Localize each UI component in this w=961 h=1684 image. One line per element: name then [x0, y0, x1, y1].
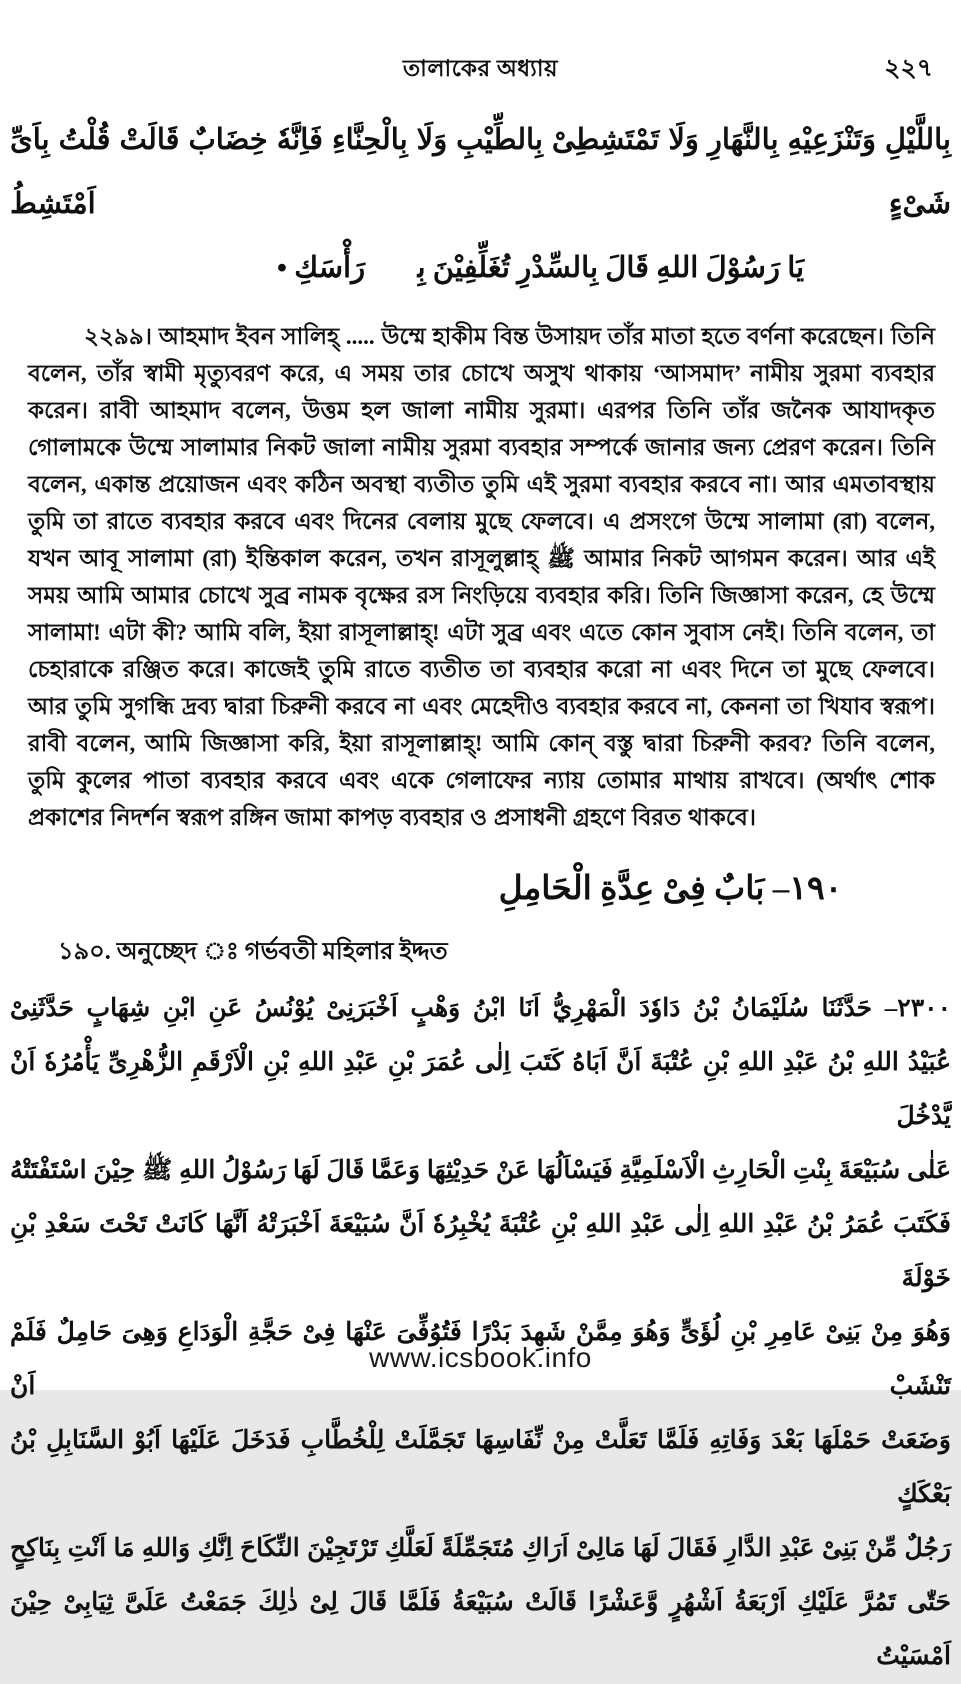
arabic-hadith-line: رَجُلٌ مِّنْ بَنِىْ عَبْدِ الدَّارِ فَقَالَ لَهَا مَالِىْ اَرَاكِ مُتَجَمِّلَةً لَعَلَّكِ تَرْتَجِيْنَ النِّكَاحَ اِنَّكِ وَاللهِ مَا اَنْتِ بِنَاكِحٍ [10, 1535, 951, 1562]
hadith-2299-number: ২২৯৯। [84, 324, 152, 349]
arabic-hadith-line: فَكَتَبَ عُمَرُ بْنُ عَبْدِ اللهِ اِلٰى عَبْدِ اللهِ بْنِ عُتْبَةَ يُخْبِرُهٗ اَنَّ سُبَيْعَةَ اَخْبَرَتْهُ اَنَّهَا كَانَتْ تَحْتَ سَعْدِ بْنِ خَوْلَةَ [10, 1211, 951, 1292]
website-url: www.icsbook.info [369, 1342, 592, 1373]
page-number: ২২৭ [884, 55, 933, 82]
running-chapter-title: তালাকের অধ্যায় [402, 56, 559, 81]
arabic-hadith-line: عَلٰى سُبَيْعَةَ بِنْتِ الْحَارِثِ الْاَسْلَمِيَّةِ فَيَسْاَلُهَا عَنْ حَدِيْثِهَا وَعَمَّا قَالَ لَهَا رَسُوْلُ اللهِ ﷺ حِيْنَ اسْتَفْتَتْهُ [10, 1157, 951, 1184]
arabic-hadith-line: وَضَعَتْ حَمْلَهَا بَعْدَ وَفَاتِهِ فَلَمَّا تَعَلَّتْ مِنْ نِّفَاسِهَا تَجَمَّلَتْ لِلْخُطَّابِ فَدَخَلَ عَلَيْهَا اَبُوْ السَّنَابِلِ بْنُ بَعْكَكٍ [10, 1427, 951, 1508]
hadith-2300-arabic-block [10, 982, 951, 1684]
page-header [0, 0, 961, 84]
arabic-hadith-line: وَهُوَ مِنْ بَنِىْ عَامِرِ بْنِ لُؤَىٍّ وَهُوَ مِمَّنْ شَهِدَ بَدْرًا فَتُوُفِّىَ عَنْهَا فِىْ حَجَّةِ الْوَدَاعِ وَهِىَ حَامِلٌ فَلَمْ تَنْشَبْ اَنْ [10, 1319, 951, 1400]
arabic-continuation-block [10, 108, 951, 300]
arabic-hadith-line: حَتّٰى تَمُرَّ عَلَيْكِ اَرْبَعَةُ اَشْهُرٍ وَّعَشْرًا قَالَتْ سُبَيْعَةُ فَلَمَّا قَالَ لِىْ ذٰلِكَ جَمَعْتُ عَلَىَّ ثِيَابِىْ حِيْنَ اَمْسَيْتُ [10, 1589, 951, 1670]
hadith-2299-text: আহমাদ ইবন সালিহ্ ..... উম্মে হাকীম বিন্ত উসায়দ তাঁর মাতা হতে বর্ণনা করেছেন। তিনি বলেন, তাঁর স্বামী মৃত্যুবরণ করে, এ সময় তার চোখে অসুখ থাকায় ‘আসমাদ’ নামীয় সুরমা ব্যবহার করেন। রাবী আহমাদ বলেন, উত্তম হল জালা নামীয় সুরমা। এরপর তিনি তাঁর জনৈক আযাদকৃত গোলামকে উম্মে সালামার নিকট জালা নামীয় সুরমা ব্যবহার সম্পর্কে জানার জন্য প্রেরণ করেন। তিনি বলেন, একান্ত প্রয়োজন এবং কঠিন অবস্থা ব্যতীত তুমি এই সুরমা ব্যবহার করবে না। আর এমতাবস্থায় তুমি তা রাতে ব্যবহার করবে এবং দিনের বেলায় মুছে ফেলবে। এ প্রসংগে উম্মে সালামা (রা) বলেন, যখন আবূ সালামা (রা) ইন্তিকাল করেন, তখন রাসূলুল্লাহ্ ﷺ আমার নিকট আগমন করেন। আর এই সময় আমি আমার চোখে সুব্র নামক বৃক্ষের রস নিংড়িয়ে ব্যবহার করি। তিনি জিজ্ঞাসা করেন, হে উম্মে সালামা! এটা কী? আমি বলি, ইয়া রাসূলাল্লাহ্! এটা সুব্র এবং এতে কোন সুবাস নেই। তিনি বলেন, তা চেহারাকে রঞ্জিত করে। কাজেই তুমি রাতে ব্যতীত তা ব্যবহার করো না এবং দিনে তা মুছে ফেলবে। আর তুমি সুগন্ধি দ্রব্য দ্বারা চিরুনী করবে না এবং মেহেদীও ব্যবহার করবে না, কেননা তা খিযাব স্বরূপ। রাবী বলেন, আমি জিজ্ঞাসা করি, ইয়া রাসূলাল্লাহ্! আমি কোন্ বস্তু দ্বারা চিরুনী করব? তিনি বলেন, তুমি কুলের পাতা ব্যবহার করবে এবং একে গেলাফের ন্যায় তোমার মাথায় রাখবে। (অর্থাৎ শোক প্রকাশের নিদর্শন স্বরূপ রঙ্গিন জামা কাপড় ব্যবহার ও প্রসাধনী গ্রহণে বিরত থাকবে। [28, 324, 935, 830]
arabic-continuation-line: بِاللَّيْلِ وَتَنْزَعِيْهِ بِالنَّهَارِ وَلَا تَمْتَشِطِىْ بِالطِّيْبِ وَلَا بِالْحِنَّاءِ فَاِنَّهٗ خِضَابٌ قَالَتْ قُلْتُ بِاَىِّ شَىْءٍ اَمْتَشِطُ [10, 124, 951, 220]
arabic-hadith-line: عُبَيْدُ اللهِ بْنُ عَبْدِ اللهِ بْنِ عُتْبَةَ اَنَّ اَبَاهُ كَتَبَ اِلٰى عُمَرَ بْنِ عَبْدِ اللهِ بْنِ الْاَرْقَمِ الزُّهْرِىِّ يَأْمُرُهٗ اَنْ يَّدْخُلَ [10, 1049, 951, 1130]
section-heading-bengali: ১৯০. অনুচ্ছেদ ঃ গর্ভবতী মহিলার ইদ্দত [58, 939, 448, 965]
arabic-hadith-line: ٢٣٠٠– حَدَّثَنَا سُلَيْمَانُ بْنُ دَاوٗدَ الْمَهْرِيُّ اَنَا ابْنُ وَهْبٍ اَخْبَرَنِىْ يُوْنُسُ عَنِ ابْنِ شِهَابٍ حَدَّثَنِىْ [10, 995, 951, 1022]
hadith-2299-paragraph [28, 318, 935, 836]
chapter-heading-arabic: ١٩٠– بَابٌ فِىْ عِدَّةِ الْحَامِلِ [498, 871, 843, 907]
arabic-continuation-line-last: يَا رَسُوْلَ اللهِ قَالَ بِالسِّدْرِ تُغَلِّفِيْنَ بِهٖ رَأْسَكِ • [276, 252, 805, 284]
page-footer [0, 1342, 961, 1374]
